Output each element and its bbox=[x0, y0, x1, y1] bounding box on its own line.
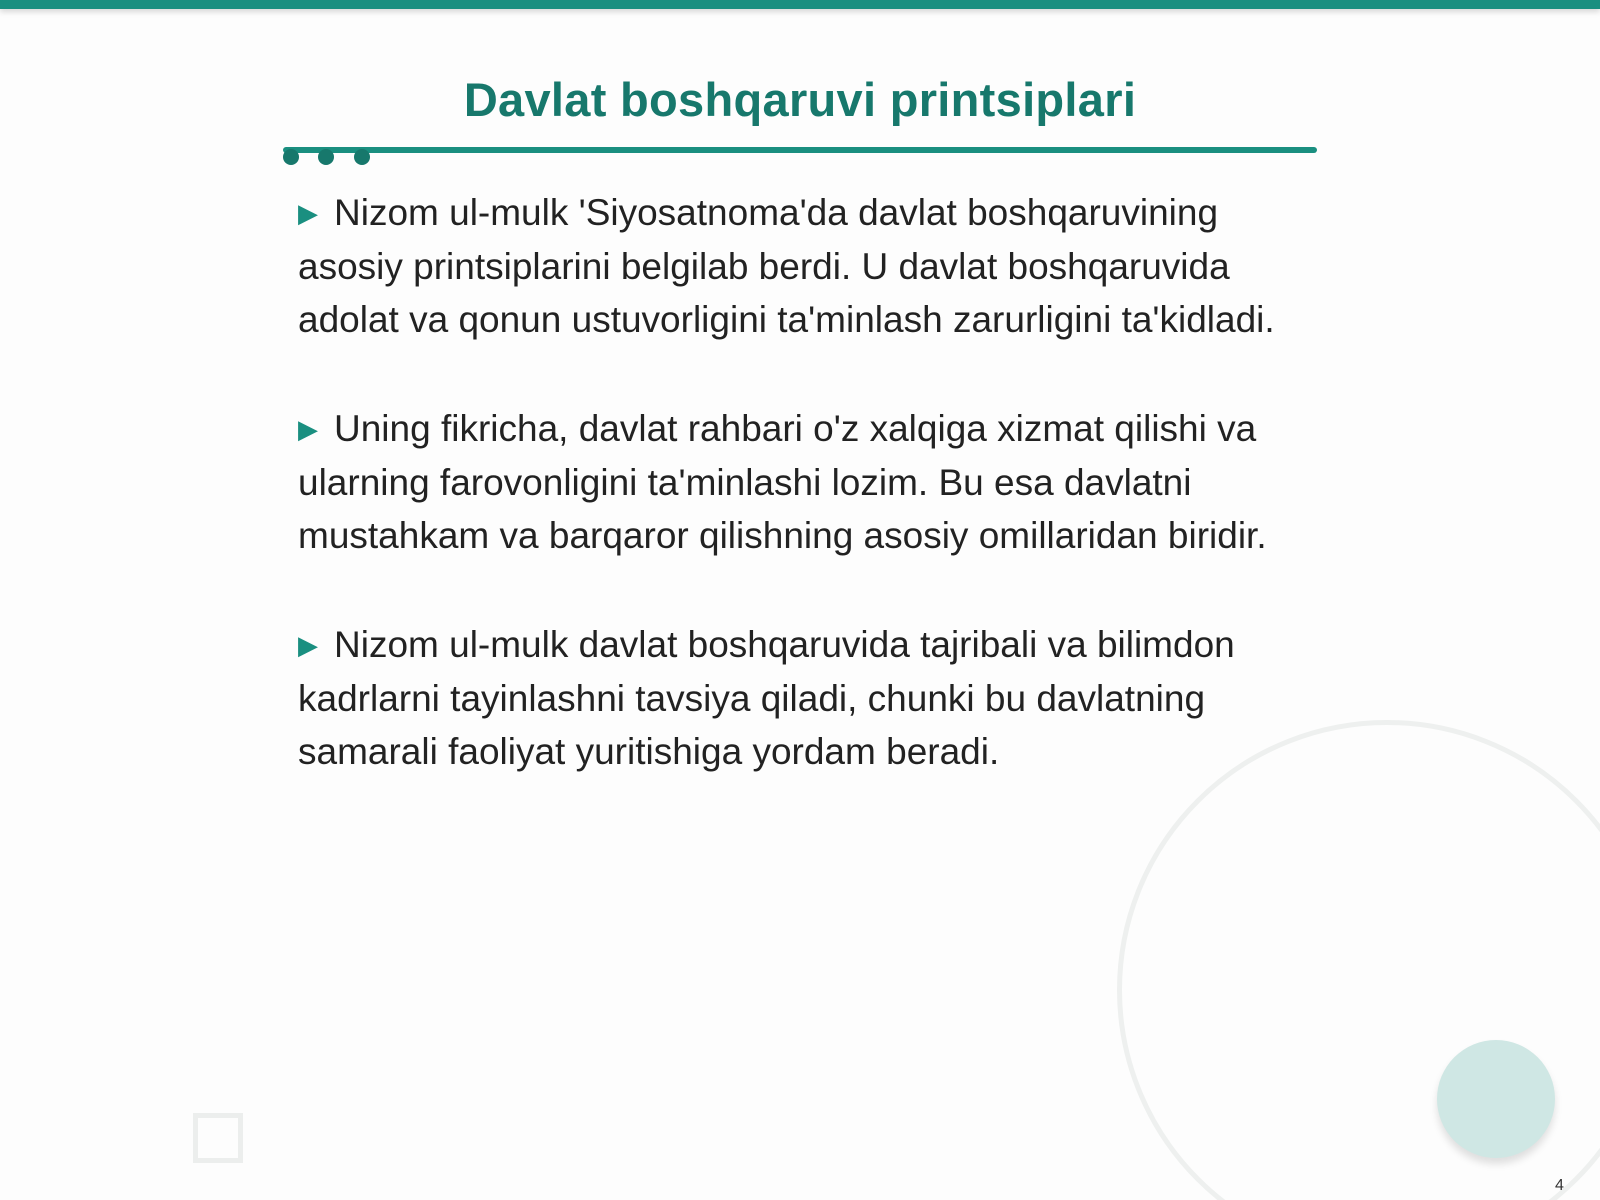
bullet-list bbox=[298, 186, 1288, 834]
page-number: 4 bbox=[1555, 1177, 1564, 1194]
triangle-bullet-icon: ▶ bbox=[298, 198, 318, 228]
bullet-item bbox=[298, 402, 1288, 562]
bullet-text: Nizom ul-mulk davlat boshqaruvida tajribali va bilimdon kadrlarni tayinlashni tavsiya qiladi, chunki bu davlatning samarali faoliyat yuritishiga yordam beradi. bbox=[298, 624, 1235, 772]
bullet-item bbox=[298, 618, 1288, 778]
title-underline bbox=[283, 147, 1317, 153]
top-accent-bar bbox=[0, 0, 1600, 9]
triangle-bullet-icon: ▶ bbox=[298, 630, 318, 660]
bullet-text: Uning fikricha, davlat rahbari o'z xalqiga xizmat qilishi va ularning farovonligini ta'minlashi lozim. Bu esa davlatni mustahkam va barqaror qilishning asosiy omillaridan biridir. bbox=[298, 408, 1267, 556]
decor-dot bbox=[318, 149, 334, 165]
decor-dot bbox=[354, 149, 370, 165]
decor-circle bbox=[1437, 1040, 1555, 1158]
bullet-item bbox=[298, 186, 1288, 346]
slide-title: Davlat boshqaruvi printsiplari bbox=[463, 73, 1137, 126]
triangle-bullet-icon: ▶ bbox=[298, 414, 318, 444]
decor-square bbox=[193, 1113, 243, 1163]
bullet-text: Nizom ul-mulk 'Siyosatnoma'da davlat boshqaruvining asosiy printsiplarini belgilab berdi. U davlat boshqaruvida adolat va qonun ustuvorligini ta'minlash zarurligini ta'kidladi. bbox=[298, 192, 1275, 340]
decor-dot bbox=[283, 149, 299, 165]
